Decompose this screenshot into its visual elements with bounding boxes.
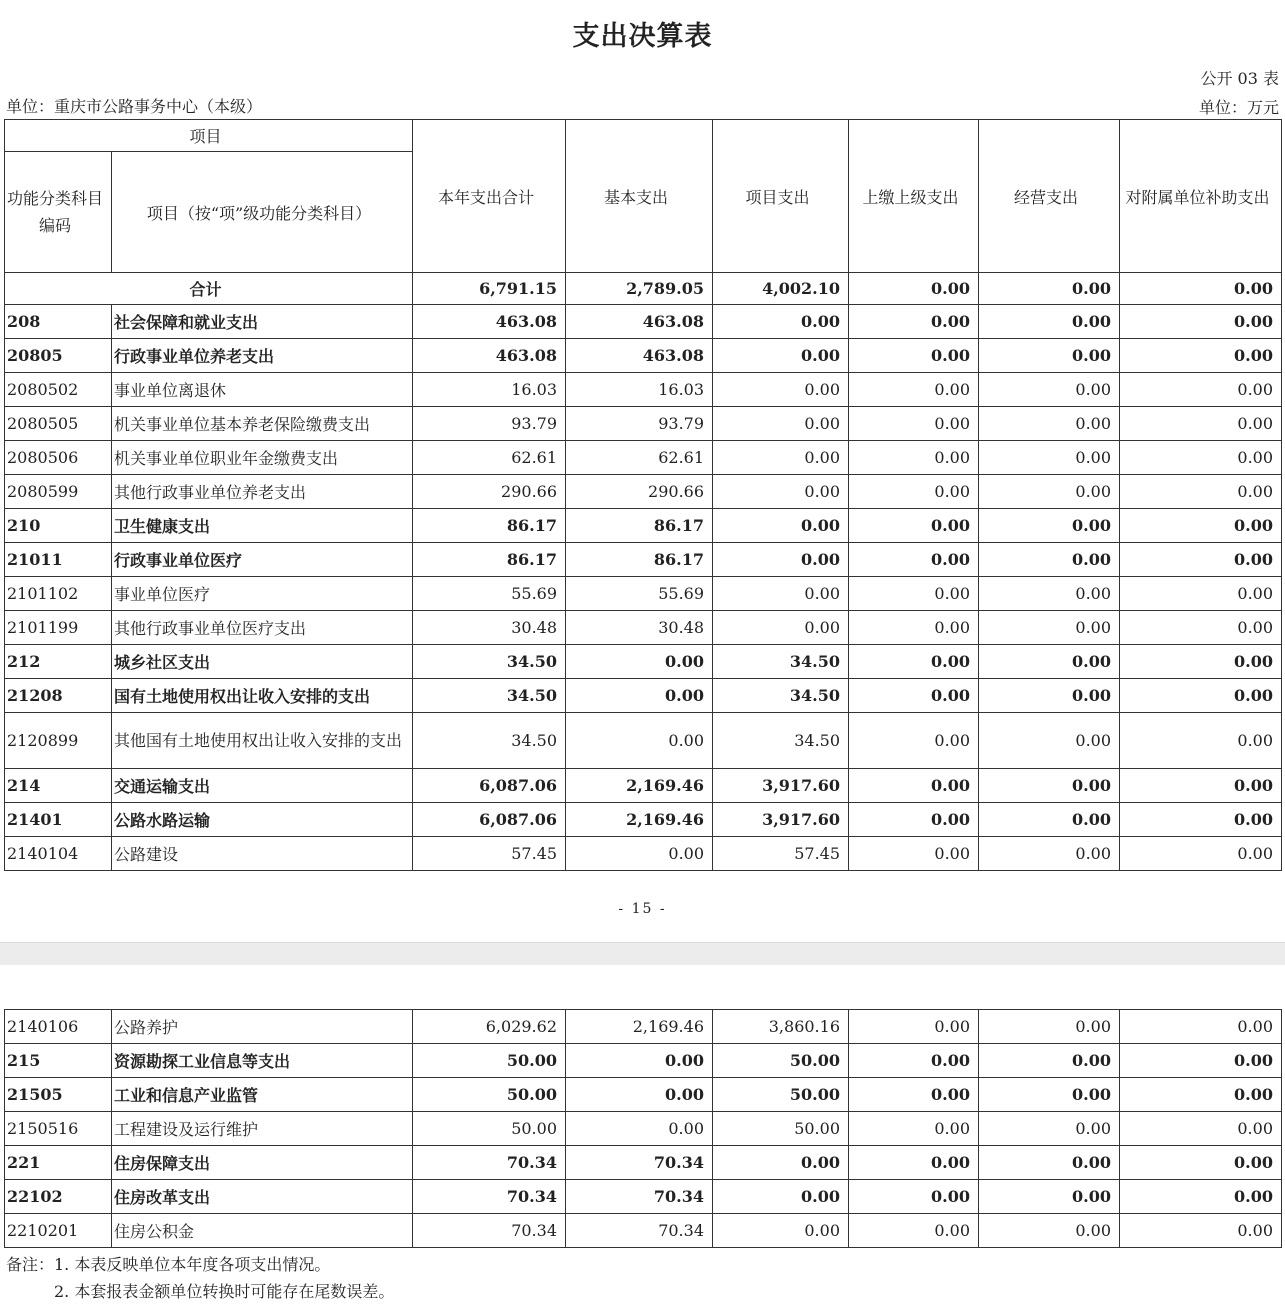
row-upper: 0.00 (849, 441, 979, 475)
row-upper: 0.00 (849, 543, 979, 577)
row-business: 0.00 (979, 769, 1120, 803)
row-upper: 0.00 (849, 339, 979, 373)
row-project: 0.00 (713, 1214, 849, 1248)
row-code: 214 (5, 769, 112, 803)
form-number: 公开 03 表 (1200, 69, 1279, 88)
row-subsidy: 0.00 (1120, 837, 1282, 871)
row-subsidy: 0.00 (1120, 611, 1282, 645)
row-code: 21401 (5, 803, 112, 837)
row-name: 卫生健康支出 (112, 509, 413, 543)
row-business: 0.00 (979, 475, 1120, 509)
row-business: 0.00 (979, 509, 1120, 543)
row-upper: 0.00 (849, 1010, 979, 1044)
expenditure-table-page-2 (4, 1009, 1282, 1248)
row-business: 0.00 (979, 543, 1120, 577)
row-basic: 0.00 (566, 1078, 713, 1112)
row-business: 0.00 (979, 305, 1120, 339)
row-code: 2210201 (5, 1214, 112, 1248)
row-code: 2140104 (5, 837, 112, 871)
row-name: 行政事业单位医疗 (112, 543, 413, 577)
row-code: 21208 (5, 679, 112, 713)
row-name: 国有土地使用权出让收入安排的支出 (112, 679, 413, 713)
row-total: 50.00 (413, 1112, 566, 1146)
row-subsidy: 0.00 (1120, 1180, 1282, 1214)
row-total: 30.48 (413, 611, 566, 645)
table-row (5, 1078, 1282, 1112)
row-name: 事业单位离退休 (112, 373, 413, 407)
row-code: 2080505 (5, 407, 112, 441)
row-total: 93.79 (413, 407, 566, 441)
row-basic: 2,169.46 (566, 1010, 713, 1044)
row-subsidy: 0.00 (1120, 1044, 1282, 1078)
row-upper: 0.00 (849, 1044, 979, 1078)
row-name: 工程建设及运行维护 (112, 1112, 413, 1146)
row-subsidy: 0.00 (1120, 1146, 1282, 1180)
table-row (5, 1180, 1282, 1214)
row-subsidy: 0.00 (1120, 1214, 1282, 1248)
row-business: 0.00 (979, 837, 1120, 871)
summary-subsidy: 0.00 (1120, 273, 1282, 305)
row-basic: 30.48 (566, 611, 713, 645)
row-upper: 0.00 (849, 475, 979, 509)
row-basic: 0.00 (566, 837, 713, 871)
row-project: 50.00 (713, 1078, 849, 1112)
row-total: 62.61 (413, 441, 566, 475)
row-name: 机关事业单位基本养老保险缴费支出 (112, 407, 413, 441)
row-project: 0.00 (713, 305, 849, 339)
row-total: 70.34 (413, 1180, 566, 1214)
row-project: 0.00 (713, 475, 849, 509)
row-upper: 0.00 (849, 373, 979, 407)
row-name: 其他国有土地使用权出让收入安排的支出 (112, 713, 413, 769)
row-name: 社会保障和就业支出 (112, 305, 413, 339)
table-row (5, 577, 1282, 611)
header-total: 本年支出合计 (413, 120, 566, 273)
row-total: 6,029.62 (413, 1010, 566, 1044)
row-name: 其他行政事业单位养老支出 (112, 475, 413, 509)
row-basic: 86.17 (566, 543, 713, 577)
row-upper: 0.00 (849, 679, 979, 713)
row-name: 住房改革支出 (112, 1180, 413, 1214)
row-subsidy: 0.00 (1120, 1078, 1282, 1112)
row-name: 事业单位医疗 (112, 577, 413, 611)
row-subsidy: 0.00 (1120, 543, 1282, 577)
row-business: 0.00 (979, 1010, 1120, 1044)
header-name: 项目（按“项”级功能分类科目） (112, 152, 413, 273)
row-name: 公路养护 (112, 1010, 413, 1044)
header-business: 经营支出 (979, 120, 1120, 273)
table-row (5, 679, 1282, 713)
row-subsidy: 0.00 (1120, 407, 1282, 441)
row-business: 0.00 (979, 713, 1120, 769)
row-business: 0.00 (979, 1078, 1120, 1112)
row-code: 2140106 (5, 1010, 112, 1044)
row-business: 0.00 (979, 373, 1120, 407)
table-row (5, 769, 1282, 803)
row-project: 34.50 (713, 713, 849, 769)
row-business: 0.00 (979, 1180, 1120, 1214)
row-project: 0.00 (713, 373, 849, 407)
row-basic: 0.00 (566, 645, 713, 679)
header-project: 项目 (5, 120, 413, 152)
row-code: 20805 (5, 339, 112, 373)
row-upper: 0.00 (849, 645, 979, 679)
row-total: 34.50 (413, 679, 566, 713)
row-upper: 0.00 (849, 577, 979, 611)
row-code: 215 (5, 1044, 112, 1078)
table-row (5, 645, 1282, 679)
row-name: 工业和信息产业监管 (112, 1078, 413, 1112)
row-business: 0.00 (979, 407, 1120, 441)
summary-row (5, 273, 1282, 305)
row-upper: 0.00 (849, 769, 979, 803)
row-project: 50.00 (713, 1112, 849, 1146)
row-basic: 16.03 (566, 373, 713, 407)
summary-total: 6,791.15 (413, 273, 566, 305)
table-row (5, 373, 1282, 407)
summary-upper: 0.00 (849, 273, 979, 305)
row-total: 34.50 (413, 713, 566, 769)
table-row (5, 803, 1282, 837)
header-basic: 基本支出 (566, 120, 713, 273)
table-row (5, 1146, 1282, 1180)
row-project: 0.00 (713, 441, 849, 475)
row-project: 3,860.16 (713, 1010, 849, 1044)
row-subsidy: 0.00 (1120, 803, 1282, 837)
table-row (5, 407, 1282, 441)
row-subsidy: 0.00 (1120, 509, 1282, 543)
row-code: 2120899 (5, 713, 112, 769)
row-business: 0.00 (979, 1214, 1120, 1248)
table-row (5, 509, 1282, 543)
table-row (5, 339, 1282, 373)
row-name: 住房公积金 (112, 1214, 413, 1248)
row-basic: 0.00 (566, 1044, 713, 1078)
row-total: 290.66 (413, 475, 566, 509)
table-row (5, 837, 1282, 871)
row-subsidy: 0.00 (1120, 679, 1282, 713)
page-title: 支出决算表 (572, 21, 713, 52)
row-basic: 463.08 (566, 305, 713, 339)
row-subsidy: 0.00 (1120, 305, 1282, 339)
row-business: 0.00 (979, 339, 1120, 373)
row-project: 0.00 (713, 1146, 849, 1180)
table-row (5, 1010, 1282, 1044)
row-code: 2080506 (5, 441, 112, 475)
summary-label: 合计 (5, 273, 413, 305)
row-code: 22102 (5, 1180, 112, 1214)
row-business: 0.00 (979, 611, 1120, 645)
summary-business: 0.00 (979, 273, 1120, 305)
table-row (5, 1112, 1282, 1146)
row-basic: 70.34 (566, 1146, 713, 1180)
table-row (5, 1214, 1282, 1248)
row-project: 57.45 (713, 837, 849, 871)
row-subsidy: 0.00 (1120, 441, 1282, 475)
row-total: 6,087.06 (413, 769, 566, 803)
row-name: 住房保障支出 (112, 1146, 413, 1180)
notes (6, 1251, 394, 1305)
row-project: 34.50 (713, 679, 849, 713)
row-total: 70.34 (413, 1146, 566, 1180)
row-total: 70.34 (413, 1214, 566, 1248)
row-subsidy: 0.00 (1120, 645, 1282, 679)
row-upper: 0.00 (849, 611, 979, 645)
row-subsidy: 0.00 (1120, 475, 1282, 509)
row-total: 6,087.06 (413, 803, 566, 837)
row-code: 21011 (5, 543, 112, 577)
row-name: 机关事业单位职业年金缴费支出 (112, 441, 413, 475)
row-upper: 0.00 (849, 1214, 979, 1248)
row-business: 0.00 (979, 1044, 1120, 1078)
note-line-2: 2. 本套报表金额单位转换时可能存在尾数误差。 (54, 1282, 395, 1301)
row-project: 50.00 (713, 1044, 849, 1078)
row-total: 463.08 (413, 339, 566, 373)
row-subsidy: 0.00 (1120, 373, 1282, 407)
row-business: 0.00 (979, 577, 1120, 611)
unit-organization: 单位：重庆市公路事务中心（本级） (6, 97, 263, 116)
expenditure-table-page-1 (4, 119, 1282, 871)
row-project: 0.00 (713, 509, 849, 543)
row-subsidy: 0.00 (1120, 769, 1282, 803)
row-business: 0.00 (979, 679, 1120, 713)
header-subsidy: 对附属单位补助支出 (1120, 120, 1282, 273)
table-row (5, 305, 1282, 339)
table-row (5, 1044, 1282, 1078)
row-name: 其他行政事业单位医疗支出 (112, 611, 413, 645)
row-upper: 0.00 (849, 803, 979, 837)
row-code: 2101102 (5, 577, 112, 611)
row-name: 公路建设 (112, 837, 413, 871)
row-upper: 0.00 (849, 1146, 979, 1180)
row-code: 2150516 (5, 1112, 112, 1146)
row-name: 公路水路运输 (112, 803, 413, 837)
row-code: 221 (5, 1146, 112, 1180)
row-basic: 0.00 (566, 679, 713, 713)
row-code: 21505 (5, 1078, 112, 1112)
row-total: 57.45 (413, 837, 566, 871)
row-subsidy: 0.00 (1120, 713, 1282, 769)
row-basic: 290.66 (566, 475, 713, 509)
row-code: 208 (5, 305, 112, 339)
row-total: 50.00 (413, 1044, 566, 1078)
row-total: 55.69 (413, 577, 566, 611)
row-total: 463.08 (413, 305, 566, 339)
row-basic: 93.79 (566, 407, 713, 441)
row-total: 16.03 (413, 373, 566, 407)
table-row (5, 543, 1282, 577)
row-upper: 0.00 (849, 407, 979, 441)
row-upper: 0.00 (849, 305, 979, 339)
row-subsidy: 0.00 (1120, 1010, 1282, 1044)
row-basic: 0.00 (566, 713, 713, 769)
row-upper: 0.00 (849, 1112, 979, 1146)
row-code: 210 (5, 509, 112, 543)
row-upper: 0.00 (849, 837, 979, 871)
table-row (5, 475, 1282, 509)
page-number: - 15 - (618, 901, 667, 917)
row-upper: 0.00 (849, 1180, 979, 1214)
row-code: 212 (5, 645, 112, 679)
row-basic: 463.08 (566, 339, 713, 373)
page-break (0, 942, 1285, 965)
row-name: 行政事业单位养老支出 (112, 339, 413, 373)
unit-currency: 单位：万元 (1198, 98, 1279, 117)
row-basic: 2,169.46 (566, 803, 713, 837)
row-total: 86.17 (413, 543, 566, 577)
row-basic: 0.00 (566, 1112, 713, 1146)
summary-basic: 2,789.05 (566, 273, 713, 305)
row-basic: 70.34 (566, 1214, 713, 1248)
header-project-expenditure: 项目支出 (713, 120, 849, 273)
row-total: 86.17 (413, 509, 566, 543)
row-subsidy: 0.00 (1120, 1112, 1282, 1146)
summary-project: 4,002.10 (713, 273, 849, 305)
row-total: 50.00 (413, 1078, 566, 1112)
header-code: 功能分类科目编码 (5, 152, 112, 273)
row-business: 0.00 (979, 1146, 1120, 1180)
row-business: 0.00 (979, 645, 1120, 679)
row-name: 资源勘探工业信息等支出 (112, 1044, 413, 1078)
row-basic: 2,169.46 (566, 769, 713, 803)
row-code: 2080502 (5, 373, 112, 407)
row-basic: 62.61 (566, 441, 713, 475)
row-project: 0.00 (713, 543, 849, 577)
row-upper: 0.00 (849, 713, 979, 769)
row-name: 城乡社区支出 (112, 645, 413, 679)
row-upper: 0.00 (849, 509, 979, 543)
row-basic: 70.34 (566, 1180, 713, 1214)
row-subsidy: 0.00 (1120, 339, 1282, 373)
row-project: 0.00 (713, 339, 849, 373)
row-business: 0.00 (979, 803, 1120, 837)
row-business: 0.00 (979, 441, 1120, 475)
row-basic: 55.69 (566, 577, 713, 611)
row-project: 3,917.60 (713, 769, 849, 803)
table-row (5, 713, 1282, 769)
table-row (5, 611, 1282, 645)
table-row (5, 441, 1282, 475)
row-project: 3,917.60 (713, 803, 849, 837)
row-total: 34.50 (413, 645, 566, 679)
row-upper: 0.00 (849, 1078, 979, 1112)
header-upper-payment: 上缴上级支出 (849, 120, 979, 273)
row-project: 0.00 (713, 1180, 849, 1214)
note-line-1: 备注：1. 本表反映单位本年度各项支出情况。 (6, 1255, 331, 1274)
row-subsidy: 0.00 (1120, 577, 1282, 611)
row-code: 2080599 (5, 475, 112, 509)
row-project: 0.00 (713, 611, 849, 645)
row-name: 交通运输支出 (112, 769, 413, 803)
row-basic: 86.17 (566, 509, 713, 543)
row-project: 0.00 (713, 577, 849, 611)
row-project: 0.00 (713, 407, 849, 441)
row-business: 0.00 (979, 1112, 1120, 1146)
row-code: 2101199 (5, 611, 112, 645)
row-project: 34.50 (713, 645, 849, 679)
